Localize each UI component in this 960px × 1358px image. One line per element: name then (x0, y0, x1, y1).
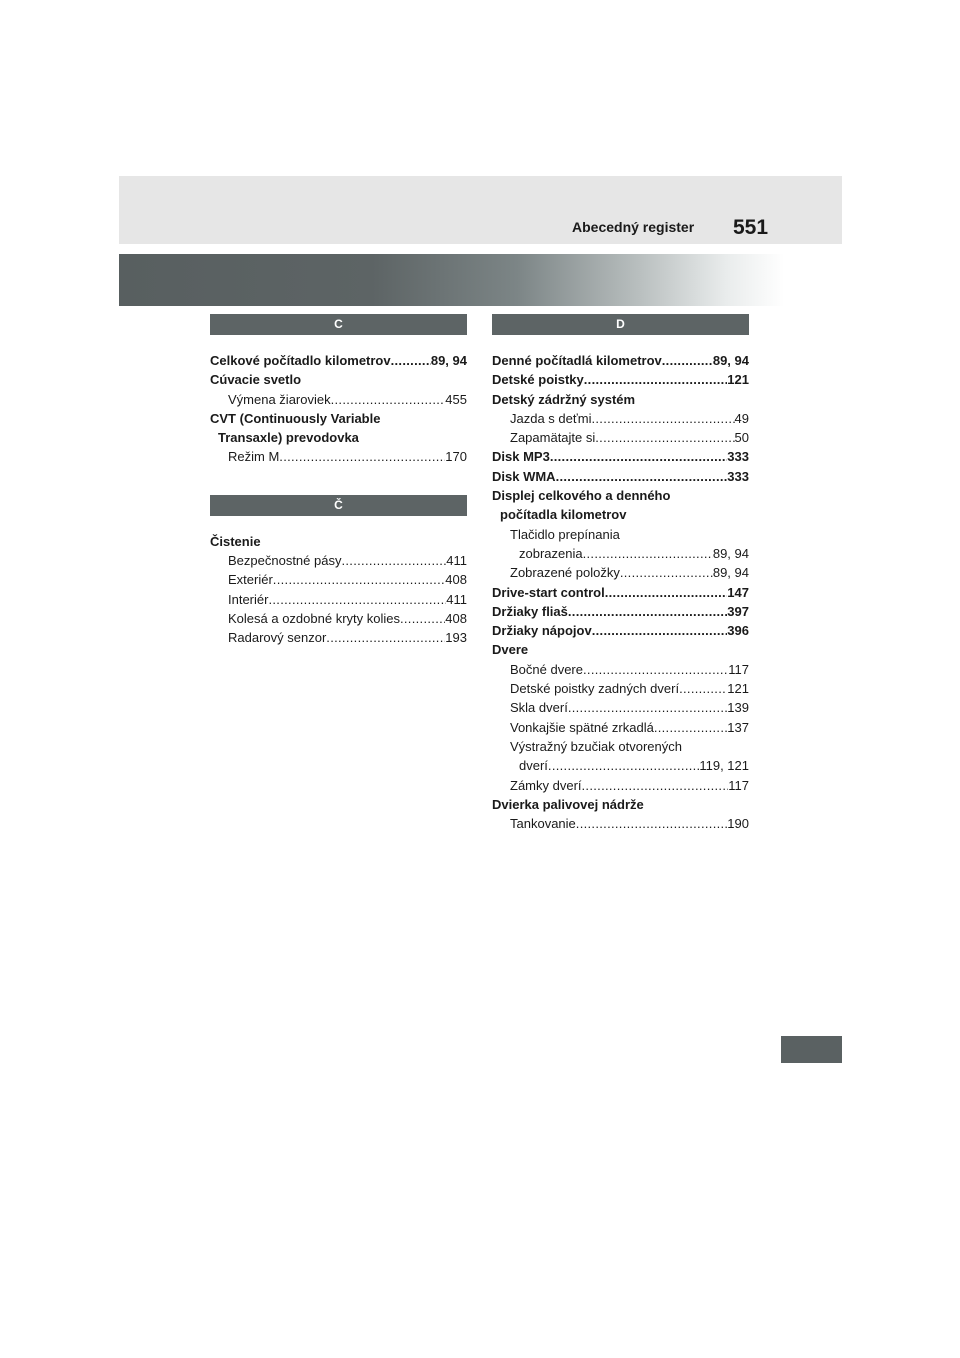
index-entry (210, 390, 467, 409)
dot-leader (592, 621, 728, 640)
index-entry (210, 447, 467, 466)
index-entry (492, 660, 749, 679)
page-reference: 190 (727, 816, 749, 832)
page-reference: 117 (728, 661, 749, 677)
dot-leader (679, 679, 727, 698)
index-entry (210, 590, 467, 609)
index-entry (492, 814, 749, 833)
page-reference: 333 (727, 468, 749, 484)
page-reference: 121 (727, 372, 749, 388)
page-reference: 121 (727, 681, 749, 697)
page-reference: 89, 94 (430, 353, 467, 368)
dot-leader (400, 609, 445, 628)
dot-leader (662, 351, 713, 370)
index-term: Exteriér (228, 572, 273, 588)
index-term: Skla dverí (510, 700, 568, 716)
index-entry (492, 447, 749, 466)
page-reference: 193 (445, 630, 467, 646)
page-reference: 139 (727, 700, 749, 716)
index-entries (210, 532, 467, 648)
index-entry (492, 795, 749, 814)
index-term: Bezpečnostné pásy (228, 553, 342, 569)
dot-leader (279, 447, 445, 466)
index-entry (492, 776, 749, 795)
page-reference: 147 (727, 584, 749, 600)
index-term: Bočné dvere (510, 661, 583, 677)
index-term: dverí (519, 758, 548, 774)
index-term: počítadla kilometrov (500, 507, 627, 523)
dot-leader (584, 370, 728, 389)
index-term: Displej celkového a denného (492, 488, 671, 504)
index-entry (492, 640, 749, 659)
index-term: Režim M (228, 449, 280, 465)
index-term: Drive-start control (492, 584, 605, 600)
index-term: Vonkajšie spätné zrkadlá (510, 719, 654, 735)
index-term: CVT (Continuously Variable (210, 410, 381, 426)
index-entry (210, 609, 467, 628)
dot-leader (591, 409, 734, 428)
page-reference: 170 (445, 449, 467, 465)
index-term: Detský zádržný systém (492, 391, 636, 407)
index-entry (492, 698, 749, 717)
index-entry (492, 544, 749, 563)
index-entry (492, 525, 749, 544)
index-term: Čistenie (210, 533, 261, 549)
index-term: Zapamätajte si (510, 430, 596, 446)
dot-leader (391, 351, 431, 370)
index-entry (492, 756, 749, 775)
chapter-thumb-tab (781, 1036, 842, 1063)
letter-heading: C (210, 314, 467, 335)
page-reference: 49 (734, 410, 749, 426)
index-term: Tlačidlo prepínania (510, 526, 620, 542)
index-term: Držiaky nápojov (492, 623, 592, 639)
index-term: Držiaky fliaš (492, 603, 568, 619)
index-entry (492, 718, 749, 737)
letter-heading: Č (210, 495, 467, 516)
page-reference: 411 (446, 553, 467, 569)
index-entry (210, 551, 467, 570)
index-entry (492, 737, 749, 756)
page-reference: 396 (727, 623, 749, 639)
index-entry (492, 602, 749, 621)
index-term: zobrazenia (519, 545, 583, 561)
index-term: Denné počítadlá kilometrov (492, 353, 662, 368)
page-reference: 117 (728, 777, 749, 793)
index-section (210, 495, 467, 648)
index-entry (492, 428, 749, 447)
dot-leader (595, 428, 734, 447)
index-entry (492, 486, 749, 505)
index-entry (492, 370, 749, 389)
index-term: Transaxle) prevodovka (218, 430, 359, 446)
dot-leader (568, 698, 727, 717)
index-entry (210, 570, 467, 589)
dot-leader (582, 776, 729, 795)
index-term: Dvere (492, 642, 529, 658)
dot-leader (326, 628, 445, 647)
dot-leader (583, 660, 728, 679)
page-reference: 119, 121 (699, 758, 749, 774)
letter-heading: D (492, 314, 749, 335)
index-term: Zámky dverí (510, 777, 582, 793)
index-term: Disk WMA (492, 468, 556, 484)
index-entry (492, 563, 749, 582)
index-section (210, 314, 467, 467)
index-entry (492, 351, 749, 370)
index-entries (210, 351, 467, 467)
dot-leader (341, 551, 446, 570)
index-term: Radarový senzor (228, 630, 327, 646)
dot-leader (331, 390, 446, 409)
index-column-left (210, 314, 467, 676)
index-entry (492, 390, 749, 409)
page-reference: 455 (445, 391, 467, 407)
index-term: Interiér (228, 591, 269, 607)
dot-leader (556, 467, 728, 486)
index-entry (210, 532, 467, 551)
index-term: Cúvacie svetlo (210, 372, 302, 388)
index-entry (210, 409, 467, 428)
page-reference: 408 (445, 610, 467, 626)
index-column-right (492, 314, 749, 861)
dot-leader (576, 814, 728, 833)
page-reference: 50 (734, 430, 749, 446)
dot-leader (605, 583, 728, 602)
page-reference: 89, 94 (712, 565, 749, 581)
index-term: Detské poistky zadných dverí (510, 681, 680, 697)
index-term: Výmena žiaroviek (228, 391, 331, 407)
index-entry (492, 621, 749, 640)
index-section (492, 314, 749, 833)
index-entry (492, 505, 749, 524)
page-reference: 397 (727, 603, 749, 619)
index-term: Jazda s deťmi (510, 410, 592, 426)
page-number: 551 (733, 216, 769, 239)
index-term: Zobrazené položky (510, 565, 620, 581)
index-entries (492, 351, 749, 833)
page-reference: 408 (445, 572, 467, 588)
page-reference: 411 (446, 591, 467, 607)
index-term: Celkové počítadlo kilometrov (210, 353, 391, 368)
index-term: Detské poistky (492, 372, 584, 388)
index-term: Výstražný bzučiak otvorených (510, 738, 682, 754)
page-reference: 137 (727, 719, 749, 735)
index-entry (492, 467, 749, 486)
index-entry (492, 583, 749, 602)
index-entry (210, 628, 467, 647)
dot-leader (268, 590, 446, 609)
page-reference: 333 (727, 449, 749, 465)
page-reference: 89, 94 (712, 353, 749, 368)
decorative-gradient-bar (119, 254, 842, 306)
index-entry (492, 679, 749, 698)
index-term: Dvierka palivovej nádrže (492, 796, 644, 812)
page-reference: 89, 94 (712, 545, 749, 561)
index-entry (210, 428, 467, 447)
index-term: Kolesá a ozdobné kryty kolies (228, 610, 400, 626)
index-entry (492, 409, 749, 428)
section-title: Abecedný register (572, 219, 695, 235)
dot-leader (568, 602, 727, 621)
index-entry (210, 351, 467, 370)
index-term: Tankovanie (510, 816, 576, 832)
index-term: Disk MP3 (492, 449, 550, 465)
dot-leader (273, 570, 446, 589)
dot-leader (583, 544, 713, 563)
dot-leader (548, 756, 699, 775)
dot-leader (620, 563, 713, 582)
dot-leader (550, 447, 727, 466)
dot-leader (654, 718, 727, 737)
index-entry (210, 370, 467, 389)
